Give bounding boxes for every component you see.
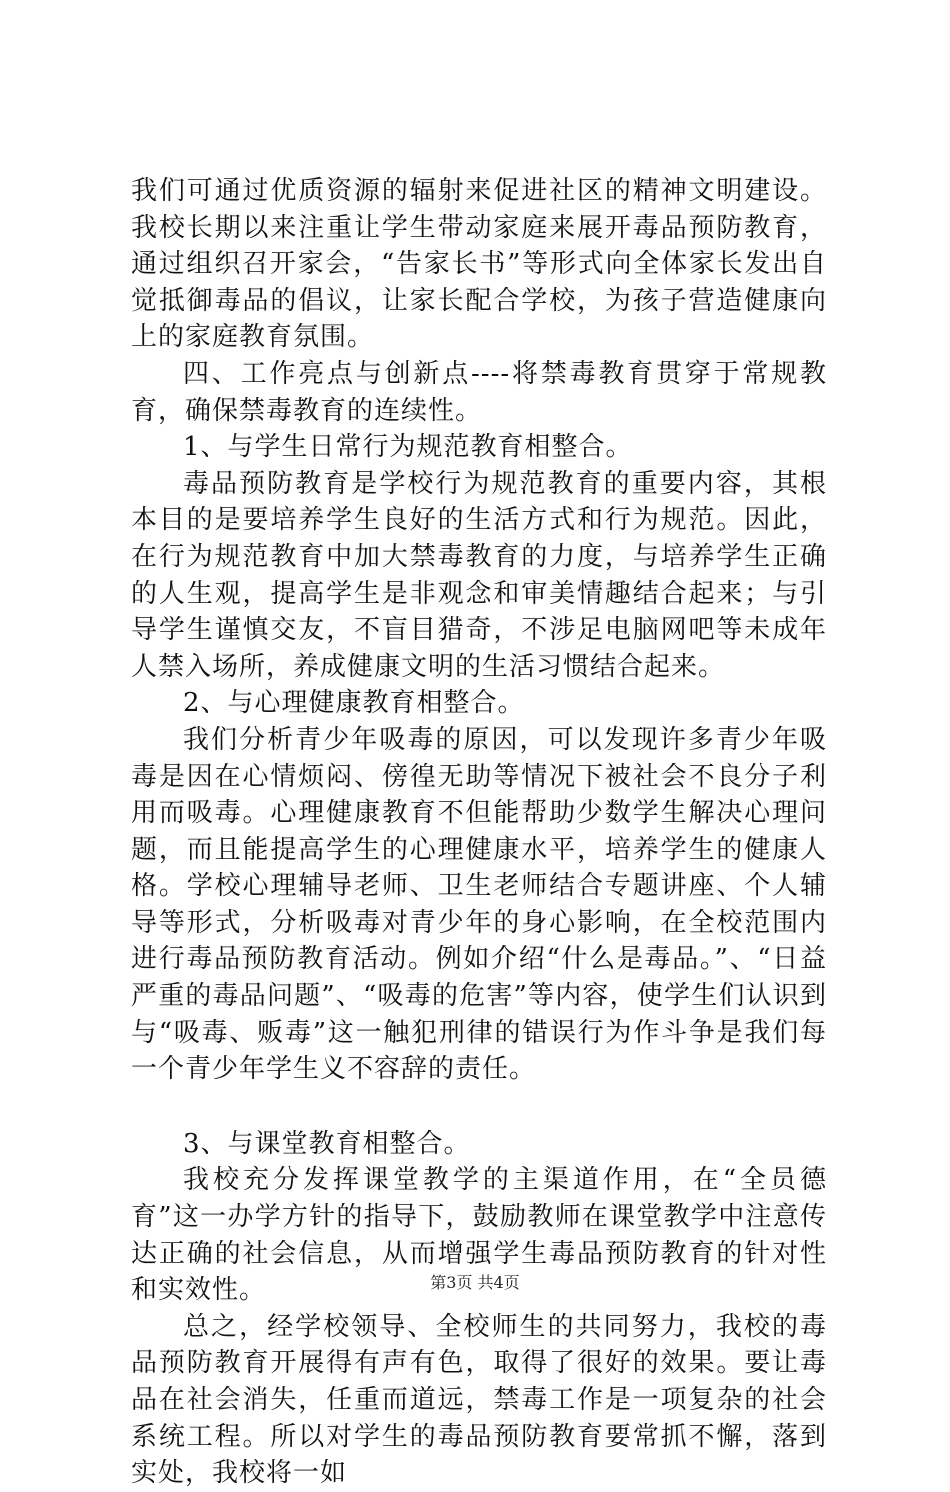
paragraph-conclusion: 总之，经学校领导、全校师生的共同努力，我校的毒品预防教育开展得有声有色，取得了很好的效果。要让毒品在社会消失，任重而道远，禁毒工作是一项复杂的社会系统工程。所以对学生的毒品预防教育要常抓不懈，落到实处，我校将一如 <box>131 1311 827 1489</box>
subheading-mental-health: 2、与心理健康教育相整合。 <box>183 688 525 719</box>
paragraph-behavior-norms: 毒品预防教育是学校行为规范教育的重要内容，其根本目的是要培养学生良好的生活方式和行为规范。因此，在行为规范教育中加大禁毒教育的力度，与培养学生正确的人生观，提高学生是非观念和审美情趣结合起来；与引导学生谨慎交友，不盲目猎奇，不涉足电脑网吧等未成年人禁入场所，养成健康文明的生活习惯结合起来。 <box>131 468 827 682</box>
subheading-classroom: 3、与课堂教育相整合。 <box>183 1128 471 1159</box>
document-body <box>131 173 827 1492</box>
section-heading-highlights: 四、工作亮点与创新点----将禁毒教育贯穿于常规教育，确保禁毒教育的连续性。 <box>131 358 827 426</box>
page-number-footer: 第3页 共4页 <box>430 1273 520 1292</box>
paragraph-classroom: 我校充分发挥课堂教学的主渠道作用，在“全员德育”这一办学方针的指导下，鼓励教师在课堂教学中注意传达正确的社会信息，从而增强学生毒品预防教育的针对性和实效性。 <box>131 1165 827 1306</box>
subheading-behavior-norms: 1、与学生日常行为规范教育相整合。 <box>183 432 633 463</box>
paragraph-community-family: 我们可通过优质资源的辐射来促进社区的精神文明建设。我校长期以来注重让学生带动家庭来展开毒品预防教育，通过组织召开家会，“告家长书”等形式向全体家长发出自觉抵御毒品的倡议，让家长配合学校，为孩子营造健康向上的家庭教育氛围。 <box>131 176 827 353</box>
paragraph-mental-health: 我们分析青少年吸毒的原因，可以发现许多青少年吸毒是因在心情烦闷、傍徨无助等情况下被社会不良分子利用而吸毒。心理健康教育不但能帮助少数学生解决心理问题，而且能提高学生的心理健康水平，培养学生的健康人格。学校心理辅导老师、卫生老师结合专题讲座、个人辅导等形式，分析吸毒对青少年的身心影响，在全校范围内进行毒品预防教育活动。例如介绍“什么是毒品。”、“日益严重的毒品问题”、“吸毒的危害”等内容，使学生们认识到与“吸毒、贩毒”这一触犯刑律的错误行为作斗争是我们每一个青少年学生义不容辞的责任。 <box>131 724 827 1085</box>
